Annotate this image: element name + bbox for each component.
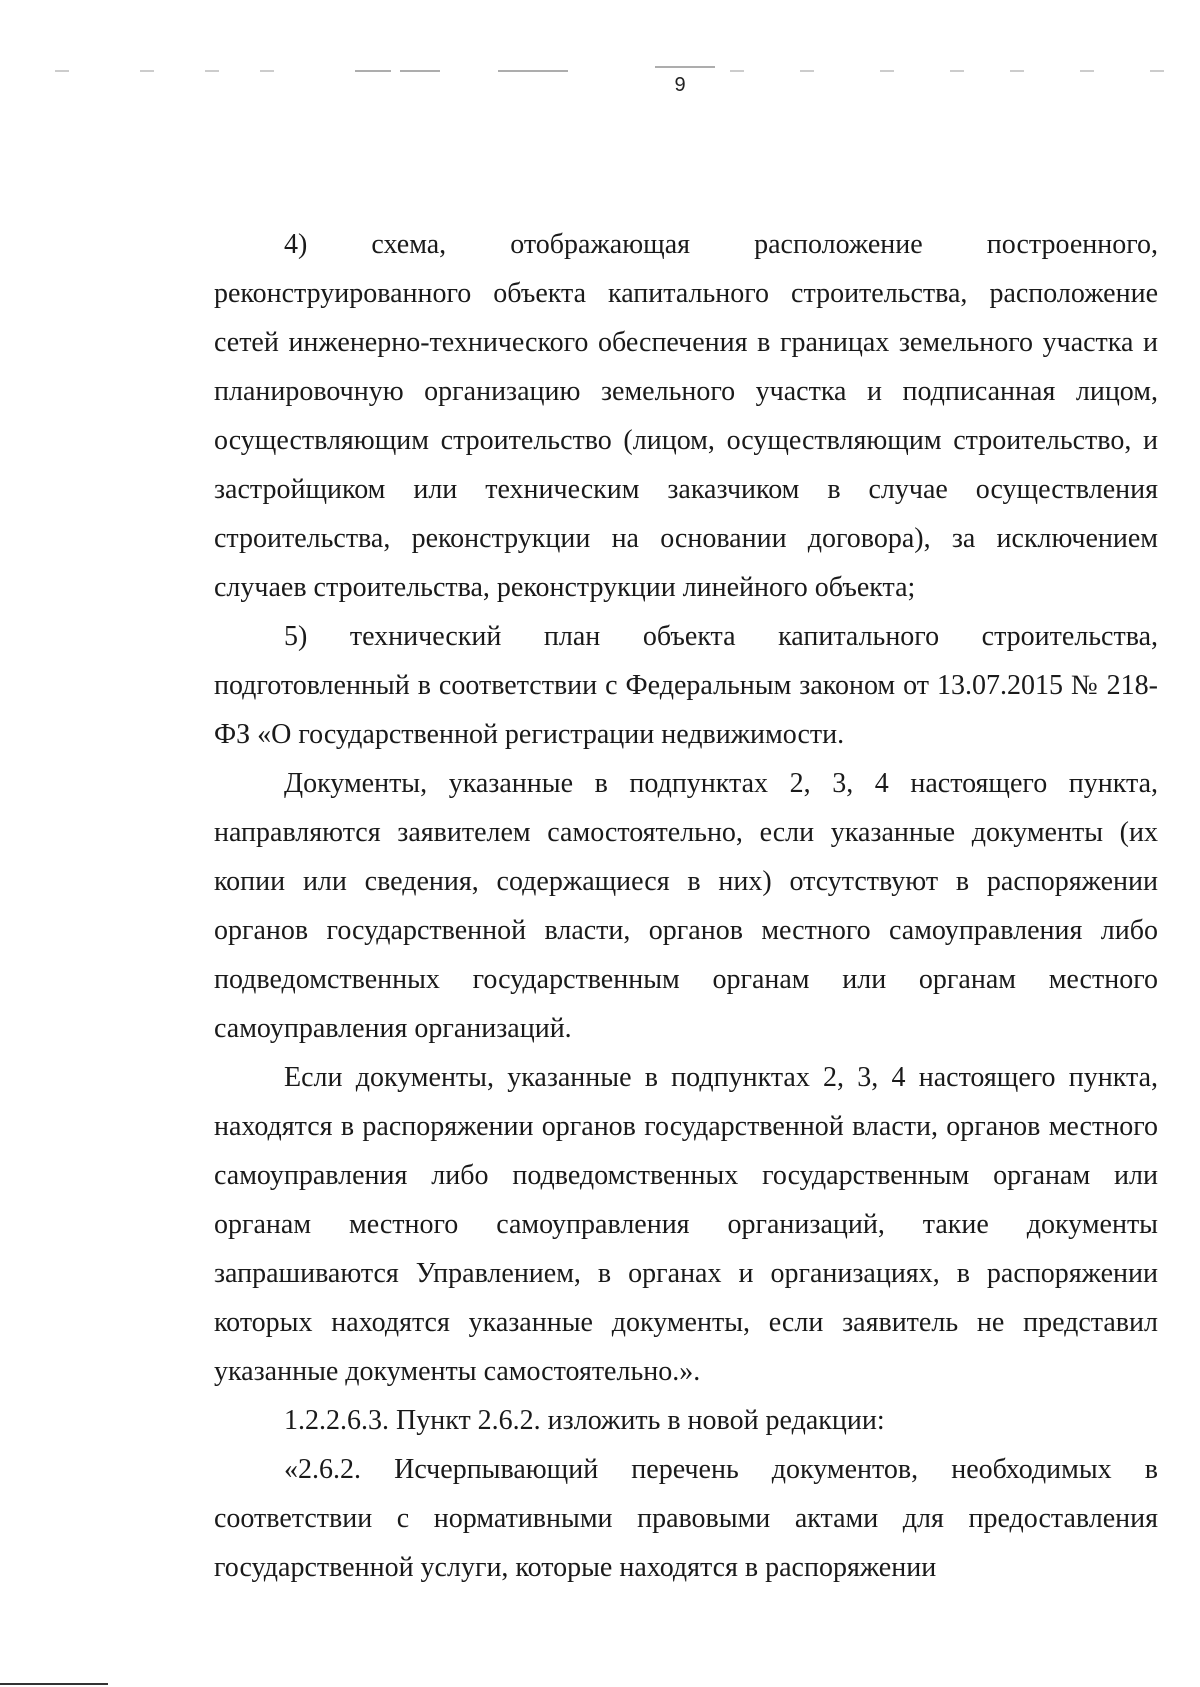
scan-artifact	[400, 70, 440, 72]
paragraph-documents-note: Документы, указанные в подпунктах 2, 3, 4 настоящего пункта, направляются заявителем самостоятельно, если указанные документы (их копии или сведения, содержащиеся в них) отсутствуют в распоряжении органов государственной власти, органов местного самоуправления либо подведомственных государственным органам или органам местного самоуправления организаций.	[214, 768, 1158, 1044]
scan-artifact	[140, 70, 154, 72]
scan-artifact	[355, 70, 391, 72]
paragraph-amendment-heading: 1.2.2.6.3. Пункт 2.6.2. изложить в новой редакции:	[284, 1405, 885, 1436]
document-body	[214, 220, 1158, 1592]
paragraph-item-5: 5) технический план объекта капитального строительства, подготовленный в соответствии с Федеральным законом от 13.07.2015 № 218-ФЗ «О государственной регистрации недвижимости.	[214, 621, 1158, 750]
scan-artifact	[1080, 70, 1094, 72]
scan-artifact	[1010, 70, 1024, 72]
scan-artifact	[1150, 70, 1164, 72]
page-number: 9	[674, 74, 686, 96]
scan-artifact	[880, 70, 894, 72]
scan-artifact	[950, 70, 964, 72]
scan-artifact	[205, 70, 219, 72]
scan-artifact	[260, 70, 274, 72]
scan-artifact	[498, 70, 568, 72]
scan-artifact	[730, 70, 744, 72]
paragraph-item-4: 4) схема, отображающая расположение построенного, реконструированного объекта капитального строительства, расположение сетей инженерно-технического обеспечения в границах земельного участка и планировочную организацию земельного участка и подписанная лицом, осуществляющим строительство (лицом, осуществляющим строительство, и застройщиком или техническим заказчиком в случае осуществления строительства, реконструкции на основании договора), за исключением случаев строительства, реконструкции линейного объекта;	[214, 229, 1158, 603]
scan-artifact	[55, 70, 69, 72]
scan-artifact	[800, 70, 814, 72]
scan-artifact	[655, 66, 715, 68]
paragraph-documents-request: Если документы, указанные в подпунктах 2, 3, 4 настоящего пункта, находятся в распоряжении органов государственной власти, органов местного самоуправления либо подведомственных государственным органам или органам местного самоуправления организаций, такие документы запрашиваются Управлением, в органах и организациях, в распоряжении которых находятся указанные документы, если заявитель не представил указанные документы самостоятельно.».	[214, 1062, 1158, 1387]
scan-artifact	[0, 1683, 108, 1685]
paragraph-clause-2-6-2: «2.6.2. Исчерпывающий перечень документов, необходимых в соответствии с нормативными правовыми актами для предоставления государственной услуги, которые находятся в распоряжении	[214, 1454, 1158, 1583]
